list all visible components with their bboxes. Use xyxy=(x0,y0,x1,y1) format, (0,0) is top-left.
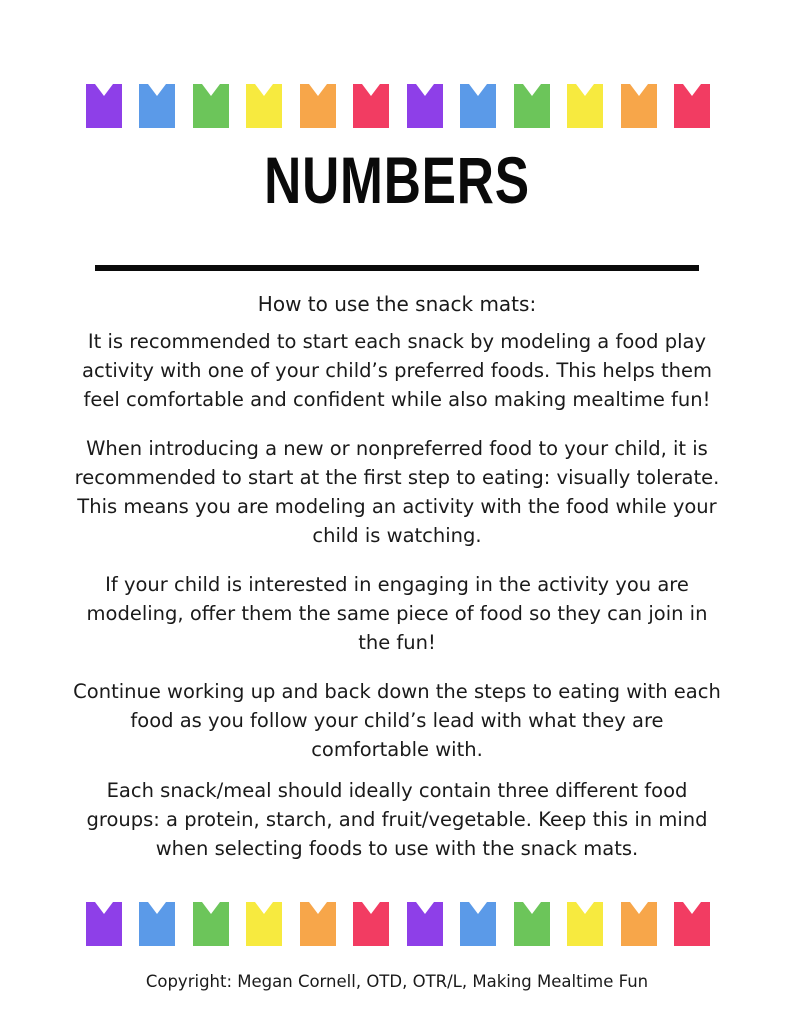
banner-flag xyxy=(567,84,603,128)
banner-flag xyxy=(139,902,175,946)
banner-flag xyxy=(514,84,550,128)
banner-flag xyxy=(300,902,336,946)
instruction-paragraph: It is recommended to start each snack by modeling a food play activity with one of your child’s preferred foods. This helps them feel comfortable and confident while also making mealtime fun! xyxy=(82,330,712,411)
instructions-section xyxy=(70,290,724,883)
top-flag-banner xyxy=(86,84,710,128)
banner-flag xyxy=(139,84,175,128)
banner-flag xyxy=(621,902,657,946)
banner-flag xyxy=(674,902,710,946)
banner-flag xyxy=(567,902,603,946)
banner-flag xyxy=(514,902,550,946)
banner-flag xyxy=(621,84,657,128)
banner-flag xyxy=(193,902,229,946)
bottom-flag-banner xyxy=(86,902,710,946)
title-divider xyxy=(95,265,699,271)
banner-flag xyxy=(300,84,336,128)
instruction-paragraph: If your child is interested in engaging in the activity you are modeling, offer them the same piece of food so they can join in the fun! xyxy=(86,573,708,654)
banner-flag xyxy=(246,902,282,946)
banner-flag xyxy=(460,84,496,128)
instructions-heading: How to use the snack mats: xyxy=(257,292,537,316)
banner-flag xyxy=(246,84,282,128)
page-title: NUMBERS xyxy=(264,143,530,217)
banner-flag xyxy=(86,84,122,128)
banner-flag xyxy=(407,84,443,128)
instruction-paragraph: Each snack/meal should ideally contain three different food groups: a protein, starch, and fruit/vegetable. Keep this in mind when selecting foods to use with the snack mats. xyxy=(86,779,708,860)
banner-flag xyxy=(353,84,389,128)
banner-flag xyxy=(407,902,443,946)
instruction-paragraph: Continue working up and back down the steps to eating with each food as you follow your child’s lead with what they are comfortable with. xyxy=(73,680,721,761)
banner-flag xyxy=(353,902,389,946)
banner-flag xyxy=(86,902,122,946)
banner-flag xyxy=(193,84,229,128)
copyright-notice: Copyright: Megan Cornell, OTD, OTR/L, Making Mealtime Fun xyxy=(145,972,649,991)
banner-flag xyxy=(460,902,496,946)
instruction-paragraph: When introducing a new or nonpreferred food to your child, it is recommended to start at the first step to eating: visually tolerate. This means you are modeling an activity with the food while your child is watching. xyxy=(74,437,720,547)
banner-flag xyxy=(674,84,710,128)
